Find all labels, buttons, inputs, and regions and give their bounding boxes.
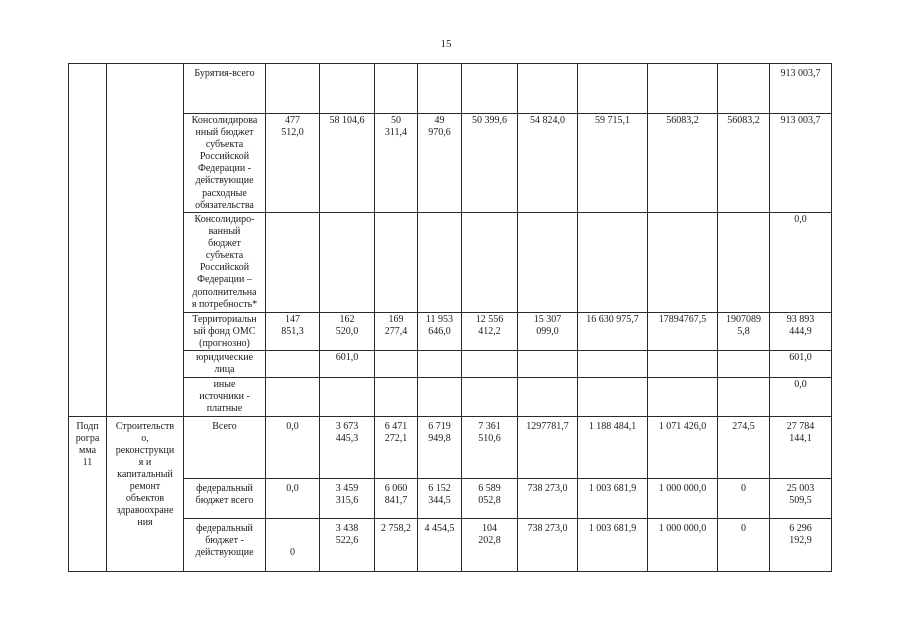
value-cell: 1 188 484,1 — [578, 416, 648, 478]
value-cell — [418, 378, 462, 416]
value-cell — [718, 213, 770, 313]
row-label: Территориальн ый фонд ОМС (прогнозно) — [184, 313, 266, 351]
value-cell: 59 715,1 — [578, 114, 648, 213]
table-row — [69, 518, 832, 571]
value-cell — [320, 378, 375, 416]
value-cell: 3 673 445,3 — [320, 416, 375, 478]
subprogram-number: Подп рогра мма 11 — [69, 416, 107, 571]
value-cell — [266, 378, 320, 416]
value-cell — [266, 64, 320, 114]
value-cell: 3 459 315,6 — [320, 478, 375, 518]
subprogram-title: Строительств о, реконструкци я и капитальный ремонт объектов здравоохране ния — [107, 416, 184, 571]
value-cell: 50 399,6 — [462, 114, 518, 213]
subprogram-number-cell-continued — [69, 64, 107, 417]
row-label: Консолидиро- ванный бюджет субъекта Российской Федерации – дополнительна я потребность* — [184, 213, 266, 313]
value-cell: 162 520,0 — [320, 313, 375, 351]
table-row — [69, 378, 832, 416]
value-cell: 738 273,0 — [518, 518, 578, 571]
value-cell: 12 556 412,2 — [462, 313, 518, 351]
value-cell: 6 589 052,8 — [462, 478, 518, 518]
value-cell — [518, 64, 578, 114]
value-cell: 56083,2 — [648, 114, 718, 213]
row-label: Всего — [184, 416, 266, 478]
value-cell: 1 003 681,9 — [578, 518, 648, 571]
value-cell — [462, 351, 518, 378]
funding-table — [68, 63, 832, 572]
value-cell — [518, 213, 578, 313]
value-cell: 0 — [718, 478, 770, 518]
value-cell — [518, 351, 578, 378]
value-cell — [375, 64, 418, 114]
value-cell: 6 719 949,8 — [418, 416, 462, 478]
value-cell: 0,0 — [770, 378, 832, 416]
value-cell — [375, 213, 418, 313]
value-cell: 1907089 5,8 — [718, 313, 770, 351]
table-row — [69, 478, 832, 518]
value-cell: 0,0 — [266, 416, 320, 478]
value-cell — [718, 378, 770, 416]
row-label: федеральный бюджет - действующие — [184, 518, 266, 571]
value-cell — [418, 351, 462, 378]
value-cell — [648, 378, 718, 416]
value-cell — [418, 64, 462, 114]
value-cell: 15 307 099,0 — [518, 313, 578, 351]
value-cell: 477 512,0 — [266, 114, 320, 213]
value-cell: 27 784 144,1 — [770, 416, 832, 478]
value-cell: 1297781,7 — [518, 416, 578, 478]
value-cell: 0,0 — [770, 213, 832, 313]
table-row — [69, 313, 832, 351]
row-label: федеральный бюджет всего — [184, 478, 266, 518]
value-cell: 7 361 510,6 — [462, 416, 518, 478]
value-cell: 93 893 444,9 — [770, 313, 832, 351]
value-cell: 6 296 192,9 — [770, 518, 832, 571]
value-cell: 601,0 — [320, 351, 375, 378]
value-cell: 913 003,7 — [770, 64, 832, 114]
table-row — [69, 416, 832, 478]
table-row — [69, 114, 832, 213]
value-cell: 16 630 975,7 — [578, 313, 648, 351]
value-cell: 2 758,2 — [375, 518, 418, 571]
value-cell: 0 — [718, 518, 770, 571]
value-cell: 147 851,3 — [266, 313, 320, 351]
value-cell: 6 471 272,1 — [375, 416, 418, 478]
subprogram-title-cell-continued — [107, 64, 184, 417]
value-cell — [648, 213, 718, 313]
value-cell: 6 152 344,5 — [418, 478, 462, 518]
value-cell: 4 454,5 — [418, 518, 462, 571]
value-cell — [578, 378, 648, 416]
value-cell — [648, 351, 718, 378]
value-cell: 58 104,6 — [320, 114, 375, 213]
value-cell: 25 003 509,5 — [770, 478, 832, 518]
value-cell — [578, 351, 648, 378]
value-cell — [462, 64, 518, 114]
value-cell: 11 953 646,0 — [418, 313, 462, 351]
value-cell: 0 — [266, 518, 320, 571]
value-cell: 274,5 — [718, 416, 770, 478]
value-cell — [266, 213, 320, 313]
value-cell: 17894767,5 — [648, 313, 718, 351]
row-label: Бурятия-всего — [184, 64, 266, 114]
value-cell: 1 000 000,0 — [648, 478, 718, 518]
value-cell — [375, 351, 418, 378]
row-label: юридические лица — [184, 351, 266, 378]
value-cell: 3 438 522,6 — [320, 518, 375, 571]
value-cell: 601,0 — [770, 351, 832, 378]
table-row — [69, 213, 832, 313]
value-cell — [462, 213, 518, 313]
value-cell: 49 970,6 — [418, 114, 462, 213]
value-cell — [578, 64, 648, 114]
value-cell — [375, 378, 418, 416]
value-cell — [462, 378, 518, 416]
value-cell — [320, 64, 375, 114]
value-cell: 56083,2 — [718, 114, 770, 213]
value-cell — [320, 213, 375, 313]
value-cell — [418, 213, 462, 313]
value-cell — [578, 213, 648, 313]
table-row — [69, 64, 832, 114]
value-cell — [718, 351, 770, 378]
table-row — [69, 351, 832, 378]
value-cell: 1 000 000,0 — [648, 518, 718, 571]
value-cell: 169 277,4 — [375, 313, 418, 351]
value-cell — [266, 351, 320, 378]
value-cell: 104 202,8 — [462, 518, 518, 571]
value-cell — [648, 64, 718, 114]
row-label: Консолидирова нный бюджет субъекта Российской Федерации - действующие расходные обязательства — [184, 114, 266, 213]
value-cell: 1 071 426,0 — [648, 416, 718, 478]
value-cell: 1 003 681,9 — [578, 478, 648, 518]
value-cell: 738 273,0 — [518, 478, 578, 518]
value-cell: 54 824,0 — [518, 114, 578, 213]
value-cell — [518, 378, 578, 416]
page-number: 15 — [440, 38, 452, 50]
value-cell: 6 060 841,7 — [375, 478, 418, 518]
value-cell — [718, 64, 770, 114]
value-cell: 50 311,4 — [375, 114, 418, 213]
row-label: иные источники - платные — [184, 378, 266, 416]
value-cell: 913 003,7 — [770, 114, 832, 213]
value-cell: 0,0 — [266, 478, 320, 518]
